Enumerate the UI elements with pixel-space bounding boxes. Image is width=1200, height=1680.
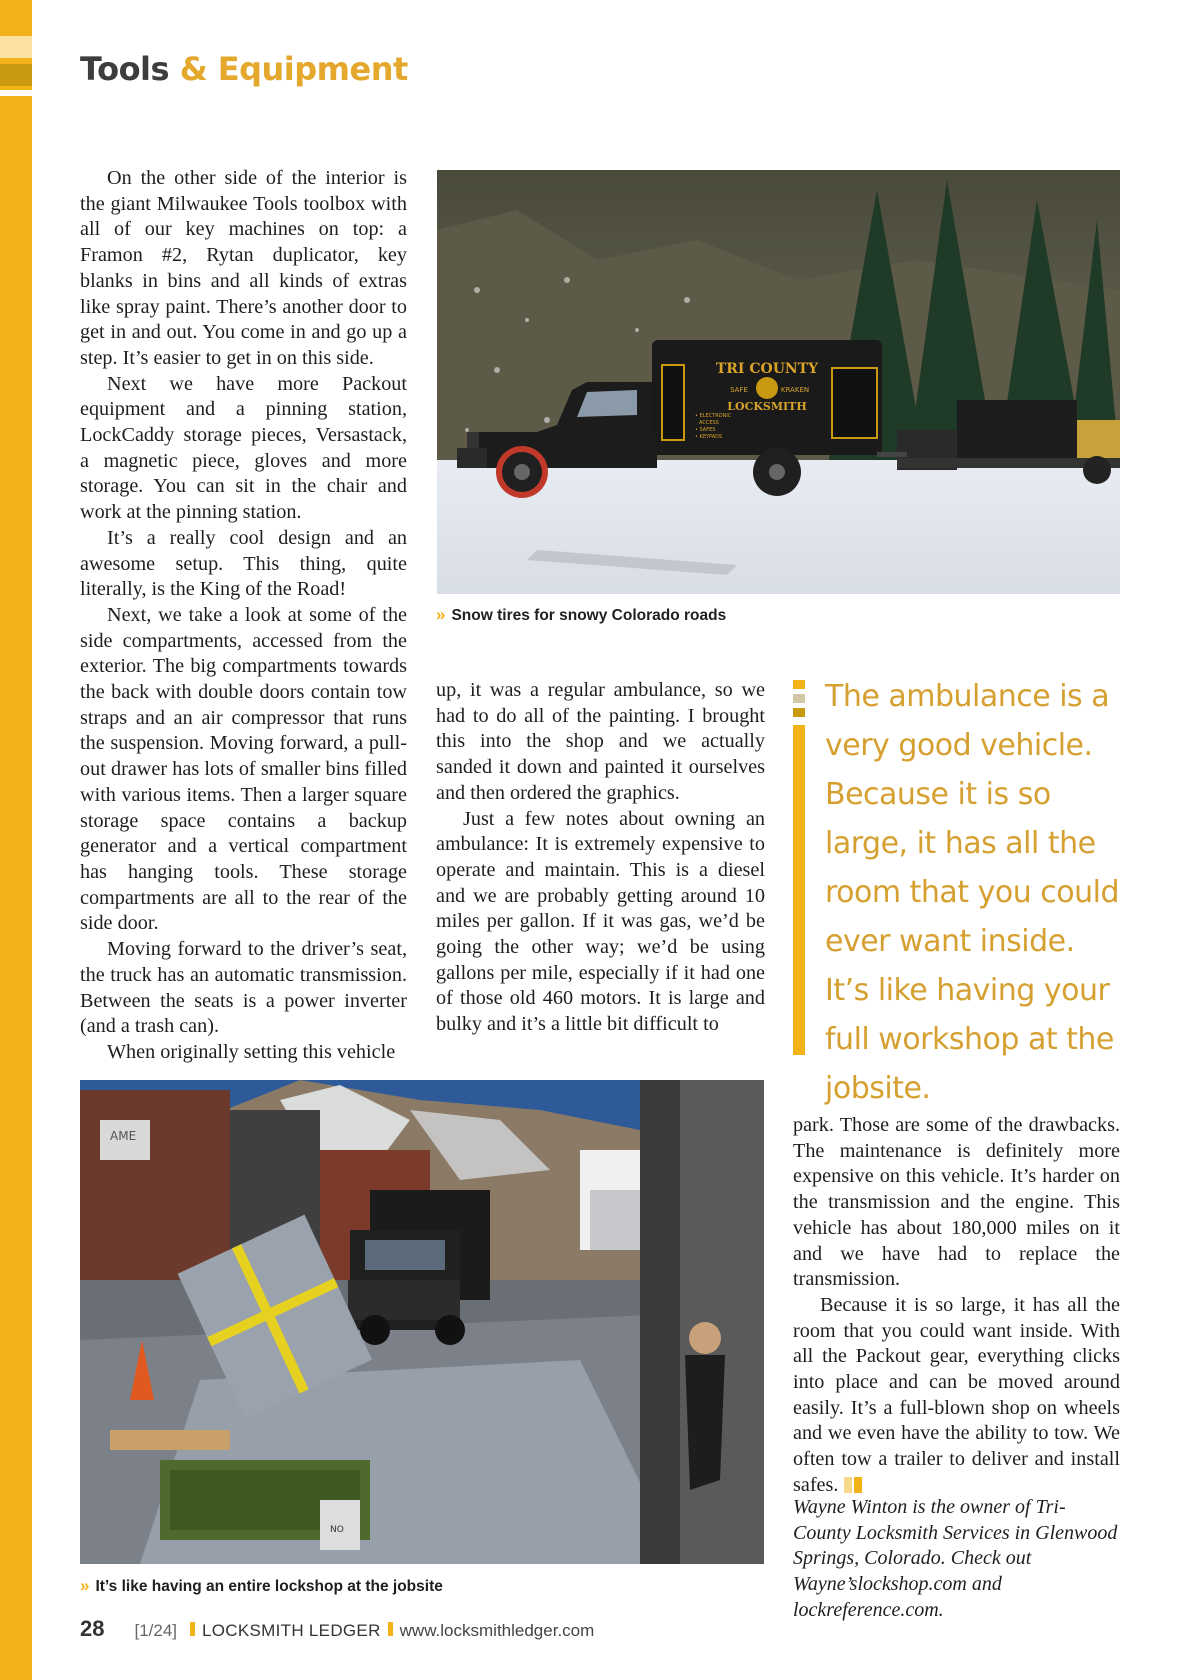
left-accent-bar [0,0,32,1680]
issue-label: [1/24] [134,1621,178,1640]
paragraph-text: Because it is so large, it has all the room that you could want inside. With all the Packout gear, everything clicks into place and can be moved around easily. It’s a full-blown shop on wheels and we even have the ability to tow. We often tow a trailer to deliver and install safes. [793,1293,1120,1496]
caption-text: Snow tires for snowy Colorado roads [451,607,727,624]
pullquote-marker [793,694,805,703]
paragraph: Next, we take a look at some of the side compartments, accessed from the exterior. The big compartments towards the back with double doors contain tow straps and an air compressor that runs the suspension. Moving forward, a pull-out drawer has lots of smaller bins filled with various items. Then a larger square storage space contains a backup generator and a vertical compartment has hanging tools. These storage compartments are all to the rear of the side door. [80,603,407,935]
caption-text: It’s like having an entire lockshop at the jobsite [95,1578,443,1595]
truck-service-line: • SAFES [695,427,716,433]
truck-locksmith-text: LOCKSMITH [727,400,807,413]
pullquote-marker [793,680,805,689]
truck-safe-text: SAFE [730,386,748,394]
article-column-1 [80,166,407,1066]
paragraph: It’s a really cool design and an awesome setup. This thing, quite literally, is the King of the Road! [80,526,407,601]
end-mark-icon [844,1477,852,1493]
no-parking-sign-text: NO [330,1525,344,1535]
photo-caption-bottom [80,1576,443,1596]
paragraph [793,1293,1120,1499]
paragraph: Just a few notes about owning an ambulance: It is extremely expensive to operate and maintain. This is a diesel and we are probably getting around 10 miles per gallon. If it was gas, we’d be going the other way; we’d be using gallons per mile, especially if it had one of those old 460 motors. It is large and bulky and it’s a little bit difficult to [436,807,765,1036]
author-bio: Wayne Winton is the owner of Tri-County Locksmith Services in Glenwood Springs, Colorado. Check out Wayne’slockshop.com and lockreference.com. [793,1496,1118,1621]
photo-truck-snow [437,170,1120,594]
page-number: 28 [80,1616,105,1641]
paragraph: On the other side of the interior is the giant Milwaukee Tools toolbox with all of our key machines on top: a Framon #2, Rytan duplicator, key blanks in bins and all kinds of extras like spray paint. There’s another door to get in and out. You come in and go up a step. It’s easier to get in on this side. [80,167,407,369]
article-column-2 [436,678,765,1038]
footer-separator [190,1622,195,1636]
paragraph: up, it was a regular ambulance, so we had to do all of the painting. I brought this into the shop and we actually sanded it down and painted it ourselves and then ordered the graphics. [436,679,765,804]
caption-chevron-icon: » [80,1576,90,1595]
accent-block-light [0,36,32,58]
pullquote-bar [793,725,805,1055]
photo-jobsite [80,1080,764,1564]
caption-chevron-icon: » [436,605,446,624]
truck-kraken-text: KRAKEN [780,386,810,394]
footer-separator [388,1622,393,1636]
truck-service-line: • ELECTRONIC [695,413,732,419]
title-main: Tools [80,50,170,88]
title-accent: & Equipment [179,50,408,88]
truck-arch-text: TRI COUNTY [715,361,819,377]
accent-block-dark [0,64,32,86]
pullquote-marker [793,708,805,717]
paragraph: When originally setting this vehicle [107,1040,396,1063]
end-mark-icon [854,1477,862,1493]
section-title [80,50,408,88]
photo-caption-top [436,605,726,625]
accent-gap [0,90,32,96]
pullquote: The ambulance is a very good vehicle. Because it is so large, it has all the room that you could ever want inside. It’s like having your full workshop at the jobsite. [825,679,1120,1106]
storefront-sign-text: AME [110,1129,137,1143]
paragraph: Moving forward to the driver’s seat, the truck has an automatic transmission. Between the seats is a power inverter (and a trash can). [80,938,407,1038]
magazine-name: LOCKSMITH LEDGER [202,1621,381,1640]
truck-service-line: • KEYPADS [695,434,723,440]
website-link[interactable]: www.locksmithledger.com [399,1621,595,1640]
truck-service-line: ACCESS [699,420,719,426]
page-footer [80,1616,594,1642]
paragraph: park. Those are some of the drawbacks. The maintenance is definitely more expensive on this vehicle. It’s harder on the transmission and the engine. This vehicle has about 180,000 miles on it and we have had to replace the transmission. [793,1114,1120,1291]
paragraph: Next we have more Packout equipment and a pinning station, LockCaddy storage pieces, Versastack, a magnetic piece, gloves and more storage. You can sit in the chair and work at the pinning station. [80,372,407,524]
article-column-3 [793,1113,1120,1499]
